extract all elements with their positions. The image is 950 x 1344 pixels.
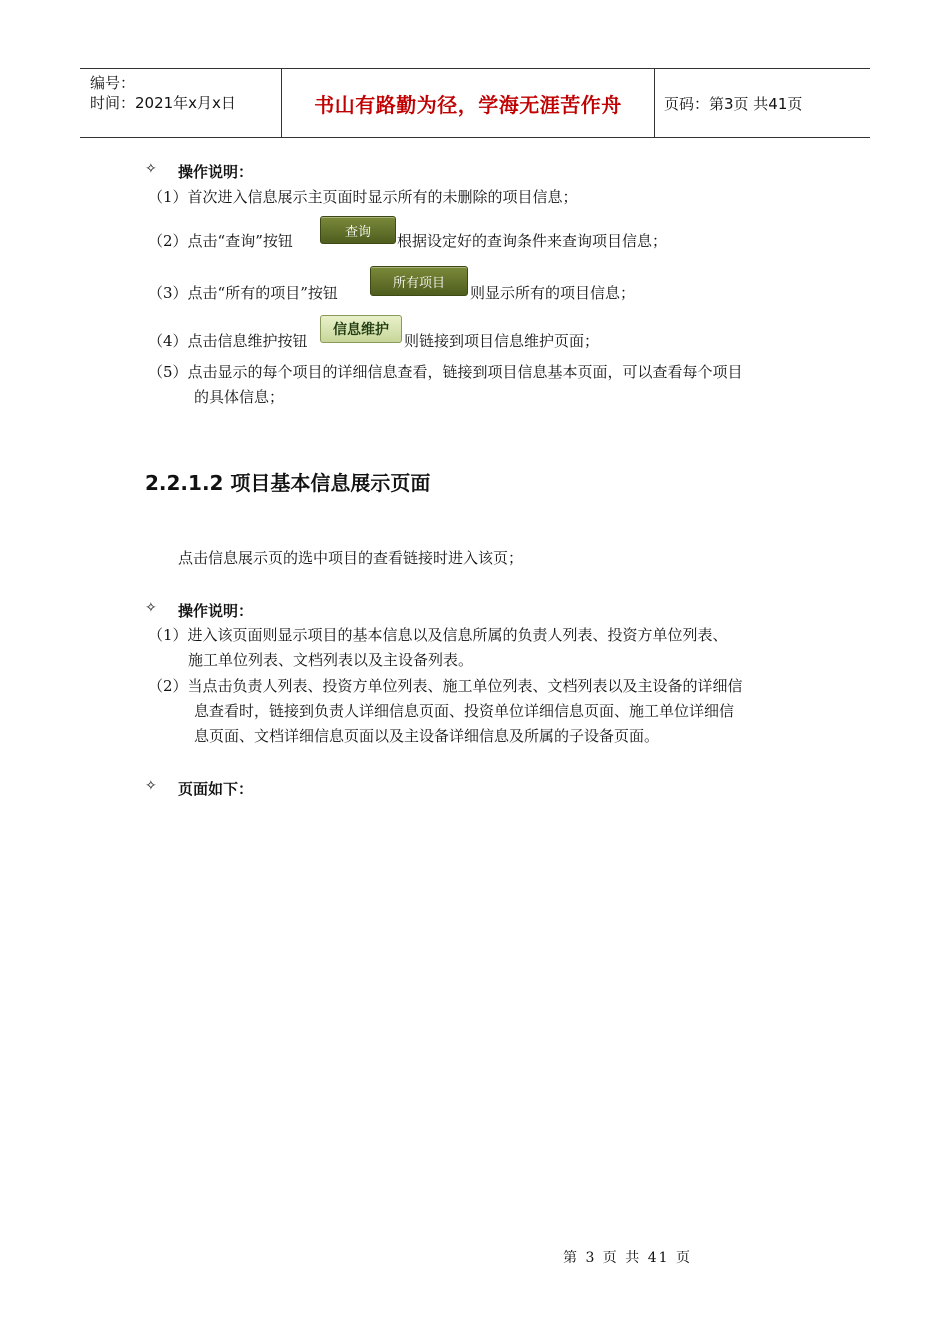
header-number-label: 编号：	[90, 74, 136, 92]
info-maintenance-button[interactable]: 信息维护	[320, 315, 402, 343]
header-page-info: 页码：第3页 共41页	[664, 94, 803, 113]
detail-item-1-line-2: 施工单位列表、文档列表以及主设备列表。	[188, 651, 474, 669]
instruction-item-4-suffix: 则链接到项目信息维护页面；	[404, 332, 600, 350]
instruction-item-1: （1）首次进入信息展示主页面时显示所有的未删除的项目信息；	[148, 188, 578, 206]
header-meta	[90, 73, 236, 113]
bullet-icon: ✧	[145, 778, 157, 794]
detail-item-1-line-1: （1）进入该页面则显示项目的基本信息以及信息所属的负责人列表、投资方单位列表、	[148, 626, 728, 644]
operation-title: 操作说明：	[178, 602, 254, 620]
section-intro: 点击信息展示页的选中项目的查看链接时进入该页；	[178, 549, 524, 567]
all-projects-button[interactable]: 所有项目	[370, 266, 468, 296]
header-motto: 书山有路勤为径，学海无涯苦作舟	[314, 92, 622, 117]
instruction-item-4-prefix: （4）点击信息维护按钮	[148, 332, 308, 350]
detail-item-2-line-2: 息查看时，链接到负责人详细信息页面、投资单位详细信息页面、施工单位详细信	[194, 702, 735, 720]
section-heading: 2.2.1.2 项目基本信息展示页面	[145, 471, 431, 495]
instruction-item-2-suffix: 根据设定好的查询条件来查询项目信息；	[397, 232, 668, 250]
page-header	[80, 68, 870, 138]
page-footer: 第 3 页 共 41 页	[563, 1250, 692, 1266]
instruction-item-3-prefix: （3）点击“所有的项目”按钮	[148, 284, 338, 302]
operation-title: 操作说明：	[178, 163, 254, 181]
page-below-title: 页面如下：	[178, 780, 254, 798]
detail-item-2-line-3: 息页面、文档详细信息页面以及主设备详细信息及所属的子设备页面。	[194, 727, 660, 745]
header-date-label: 时间：2021年x月x日	[90, 94, 236, 112]
bullet-icon: ✧	[145, 600, 157, 616]
query-button[interactable]: 查询	[320, 216, 396, 244]
header-divider	[654, 69, 655, 137]
instruction-item-5-line-1: （5）点击显示的每个项目的详细信息查看，链接到项目信息基本页面，可以查看每个项目	[148, 363, 743, 381]
bullet-icon: ✧	[145, 161, 157, 177]
detail-item-2-line-1: （2）当点击负责人列表、投资方单位列表、施工单位列表、文档列表以及主设备的详细信	[148, 677, 743, 695]
instruction-item-2-prefix: （2）点击“查询”按钮	[148, 232, 293, 250]
instruction-item-3-suffix: 则显示所有的项目信息；	[470, 284, 636, 302]
instruction-item-5-line-2: 的具体信息；	[194, 388, 285, 406]
